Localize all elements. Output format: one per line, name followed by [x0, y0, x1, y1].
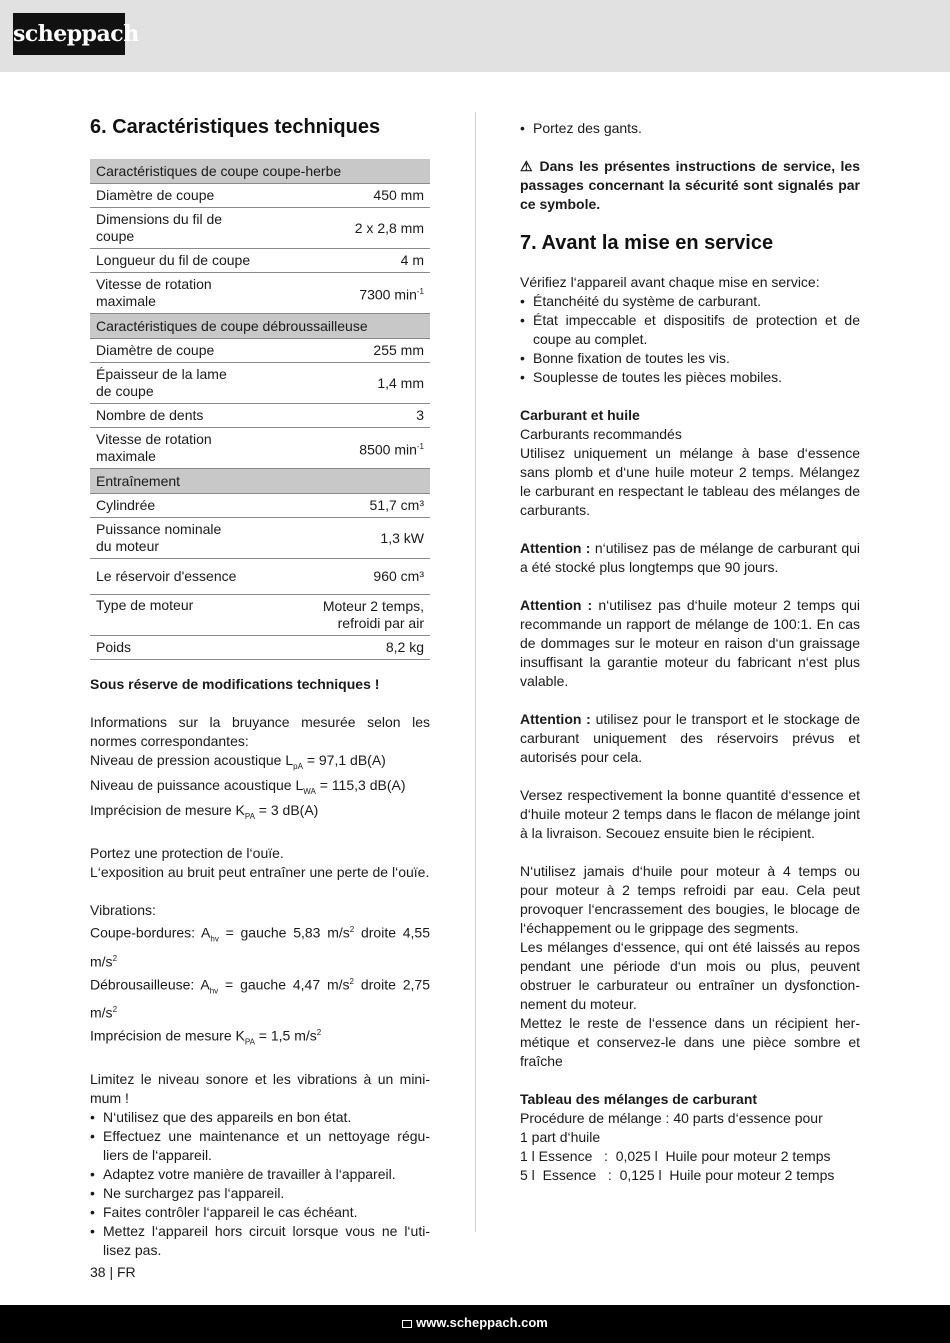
table-row: Type de moteur Moteur 2 temps, refroidi par air: [90, 595, 430, 636]
list-item: • Effectuez une maintenance et un nettoyage réguliers de l‘appareil.: [90, 1127, 430, 1165]
fuel-subtitle: Carburants recommandés: [520, 426, 682, 442]
table-row: Puissance nominale du moteur 1,3 kW: [90, 518, 430, 559]
never-oil-warning: N‘utilisez jamais d‘huile pour moteur à 4 temps ou pour moteur à 2 temps refroidi par eau. Cela peut provoquer l‘encrassement des bougies, le blocage de l‘échappement ou le grippage des segments.: [520, 863, 860, 936]
table-group-header: Caractéristiques de coupe débroussailleuse: [90, 314, 430, 339]
right-column: [520, 112, 860, 1185]
table-row: Le réservoir d'essence 960 cm³: [90, 559, 430, 595]
table-row: Longueur du fil de coupe 4 m: [90, 249, 430, 273]
list-item: • Ne surchargez pas l‘appareil.: [90, 1184, 430, 1203]
advice-list: [90, 1108, 430, 1260]
table-row: Poids 8,2 kg: [90, 636, 430, 660]
noise-lwa: Niveau de puissance acoustique $L_{WA} = 115,3$ dB(A): [90, 776, 406, 796]
list-item: • Faites contrôler l‘appareil le cas échéant.: [90, 1203, 430, 1222]
website-link[interactable]: www.scheppach.com: [416, 1315, 548, 1330]
specs-table: [90, 159, 430, 660]
table-row: Vitesse de rotation maximale 7300 $\min^{-1}$: [90, 273, 430, 314]
table-group-header: Caractéristiques de coupe coupe-herbe: [90, 159, 430, 184]
safety-warning: ⚠ Dans les présentes instructions de service, les passages concernant la sécurité sont signalés par ce symbole.: [520, 158, 860, 212]
brand-logo: scheppach: [13, 13, 125, 55]
list-item: • Souplesse de toutes les pièces mobiles.: [520, 368, 860, 387]
list-item: • Étanchéité du système de carburant.: [520, 292, 860, 311]
stored-mix-warning: Les mélanges d‘essence, qui ont été laissés au repos pendant une période d‘un mois ou plus, peuvent obstruer le carburateur ou entraîner un dysfonctionnement du moteur.: [520, 939, 860, 1012]
header-band: [0, 0, 950, 72]
table-row: Vitesse de rotation maximale 8500 $\min^{-1}$: [90, 428, 430, 469]
section-heading-7: 7. Avant la mise en service: [520, 232, 774, 254]
table-row: Dimensions du fil de coupe 2 x 2,8 mm: [90, 208, 430, 249]
section-heading-6: 6. Caractéristiques techniques: [90, 116, 381, 138]
list-item: • N‘utilisez que des appareils en bon état.: [90, 1108, 430, 1127]
list-item: • Portez des gants.: [520, 119, 860, 138]
pour-instruction: Versez respectivement la bonne quantité d‘essence et d‘huile moteur 2 temps dans le flacon de mélange joint à la livraison. Secouez ensuite bien le récipient.: [520, 787, 860, 841]
noise-kpa: Imprécision de mesure $K_{PA} = 3$ dB(A): [90, 801, 319, 821]
reserve-note: Sous réserve de modifications techniques !: [90, 676, 380, 692]
page-number: 38 | FR: [90, 1264, 136, 1280]
list-item: • Bonne fixation de toutes les vis.: [520, 349, 860, 368]
table-row: Diamètre de coupe 255 mm: [90, 339, 430, 363]
table-group-header: Entraînement: [90, 469, 430, 494]
ear-warning: L‘exposition au bruit peut entraîner une perte de l‘ouïe.: [90, 864, 430, 881]
footer-bar: [0, 1305, 950, 1343]
list-item: • Adaptez votre manière de travailler à l‘appareil.: [90, 1165, 430, 1184]
vibration-brushcutter: Débrousailleuse: $A_{hv}$ = gauche 4,47 $m/s^2$ droite 2,75 $m/s^2$: [90, 976, 430, 1021]
ear-protection: Portez une protection de l‘ouïe.: [90, 845, 284, 862]
gloves-list: [520, 119, 860, 138]
attention-1: Attention : n‘utilisez pas de mélange de carburant qui a été stocké plus longtemps que 90 jours.: [520, 540, 860, 575]
fuel-text: Utilisez uniquement un mélange à base d‘essence sans plomb et d‘une huile moteur 2 temps. Mélangez le carburant en respectant le tableau des mélanges de carburants.: [520, 445, 860, 518]
monitor-icon: [402, 1320, 412, 1328]
table-row: Diamètre de coupe 450 mm: [90, 184, 430, 208]
attention-2: Attention : n‘utilisez pas d‘huile moteur 2 temps qui recommande un rapport de mélange de 100:1. En cas de dommages sur le moteur en raison d‘un graissage insuffisant la garantie moteur du fabricant n‘est plus valable.: [520, 597, 860, 689]
mix-table-title: Tableau des mélanges de carburant: [520, 1091, 758, 1107]
noise-intro: Informations sur la bruyance mesurée selon les normes correspondantes:: [90, 714, 430, 749]
warning-icon: ⚠: [520, 158, 535, 174]
vibrations-title: Vibrations:: [90, 902, 156, 919]
list-item: • État impeccable et dispositifs de protection et de coupe au complet.: [520, 311, 860, 349]
mix-row: 5 l Essence : 0,125 l Huile pour moteur 2 temps: [520, 1167, 835, 1183]
check-list: [520, 292, 860, 387]
rest-instruction: Mettez le reste de l‘essence dans un récipient hermétique et conservez-le dans une pièce sombre et fraîche: [520, 1015, 860, 1069]
limit-note: Limitez le niveau sonore et les vibrations à un minimum !: [90, 1071, 430, 1107]
mix-row: 1 l Essence : 0,025 l Huile pour moteur 2 temps: [520, 1148, 831, 1164]
fuel-title: Carburant et huile: [520, 407, 640, 423]
vibration-uncertainty: Imprécision de mesure $K_{PA} = 1,5$ $m/s^2$: [90, 1027, 322, 1047]
noise-lpa: Niveau de pression acoustique $L_{pA} = 97,1$ dB(A): [90, 752, 386, 771]
check-intro: Vérifiez l‘appareil avant chaque mise en service:: [520, 274, 820, 290]
vibration-trimmer: Coupe-bordures: $A_{hv}$ = gauche 5,83 $m/s^2$ droite 4,55 $m/s^2$: [90, 925, 430, 970]
list-item: • Mettez l‘appareil hors circuit lorsque vous ne l‘utilisez pas.: [90, 1222, 430, 1260]
mix-part: 1 part d‘huile: [520, 1129, 601, 1145]
column-divider: [475, 112, 476, 1232]
attention-3: Attention : utilisez pour le transport et le stockage de carburant uniquement des réservoirs prévus et autorisés pour cela.: [520, 711, 860, 765]
table-row: Épaisseur de la lame de coupe 1,4 mm: [90, 363, 430, 404]
table-row: Cylindrée 51,7 cm³: [90, 494, 430, 518]
table-row: Nombre de dents 3: [90, 404, 430, 428]
left-column: [90, 112, 430, 1260]
mix-procedure: Procédure de mélange : 40 parts d‘essence pour: [520, 1110, 823, 1126]
